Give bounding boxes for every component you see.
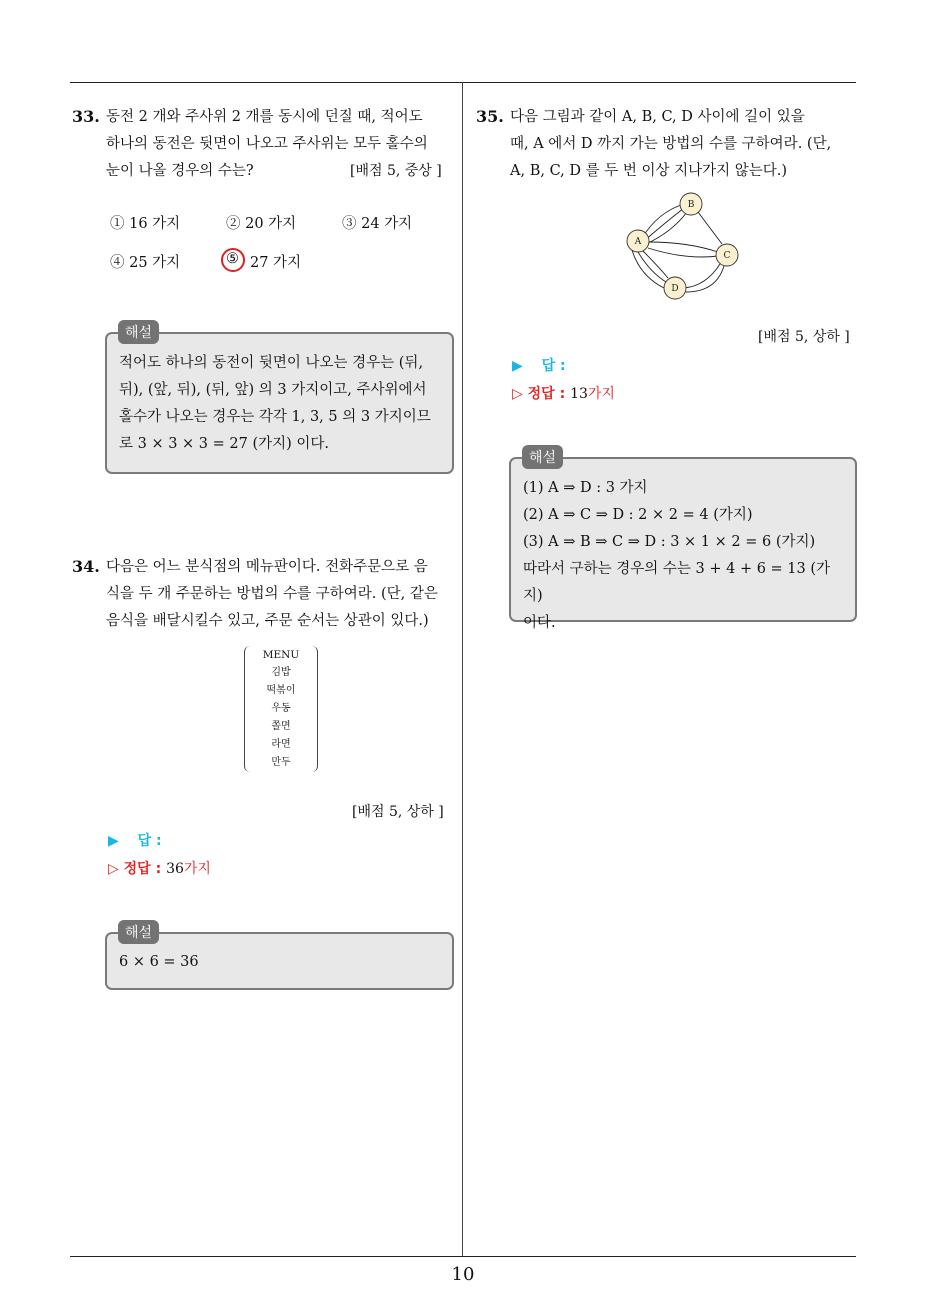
q35-explanation-tag: 해설 [522,445,563,469]
q35-line: A, B, C, D 를 두 번 이상 지나가지 않는다.) [510,163,787,179]
node-d-label: D [671,284,679,294]
q33-option-3[interactable]: ③ 24 가지 [342,216,413,232]
q33-explanation-line: 홀수가 나오는 경우는 각각 1, 3, 5 의 3 가지이므 [119,409,431,425]
q35-explanation-line: (1) A ⇒ D : 3 가지 [523,480,648,496]
node-c-label: C [723,251,731,261]
q35-number: 35. [476,107,504,126]
q34-score: [배점 5, 상하 ] [352,804,444,820]
top-rule [70,82,856,83]
q35-correct-label: 정답 : [527,386,566,402]
q35-correct-unit: 가지 [587,386,615,402]
q33-number: 33. [72,107,100,126]
q33-explanation-line: 적어도 하나의 동전이 뒷면이 나오는 경우는 (뒤, [119,355,424,371]
q34-line: 음식을 배달시킬수 있고, 주문 순서는 상관이 있다.) [106,613,429,629]
menu-item: 쫄면 [271,721,291,732]
q35-explanation-line: (3) A ⇒ B ⇒ C ⇒ D : 3 × 1 × 2 = 6 (가지) [523,534,816,550]
q33-line: 하나의 동전은 뒷면이 나오고 주사위는 모두 홀수의 [106,136,428,152]
q34-text [106,554,454,635]
play-icon: ▶ [512,358,523,374]
q35-explanation-line: 따라서 구하는 경우의 수는 3 + 4 + 6 = 13 (가지) [523,561,831,604]
q34-correct-label: 정답 : [123,861,162,877]
edge-a-b [642,204,684,238]
play-icon: ▶ [108,833,119,849]
q35-correct-row [512,383,615,403]
q34-line: 식을 두 개 주문하는 방법의 수를 구하여라. (단, 같은 [106,586,438,602]
selected-answer-circle [221,248,245,272]
edge-c-d [684,264,720,288]
menu-item: 만두 [271,757,291,768]
bottom-rule [70,1256,856,1257]
menu-title: MENU [262,649,300,661]
q35-line: 다음 그림과 같이 A, B, C, D 사이에 길이 있을 [510,109,805,125]
q34-correct-unit: 가지 [183,861,211,877]
menu-item: 라면 [271,739,291,750]
q33-option-1[interactable]: ① 16 가지 [110,216,181,232]
q34-answer-row [108,830,162,850]
q35-explanation-line: 이다. [523,615,556,631]
q35-answer-row [512,355,566,375]
menu-item: 떡볶이 [266,685,296,696]
q33-option-5-text[interactable]: 27 가지 [250,255,302,271]
q33-score: [배점 5, 중상 ] [350,163,442,179]
q34-answer-label: 답 : [137,833,162,849]
q34-line: 다음은 어느 분식점의 메뉴판이다. 전화주문으로 음 [106,559,428,575]
outline-triangle-icon: ▷ [512,386,523,402]
q35-correct-value: 13 [570,386,588,402]
q35-text [510,104,858,185]
q33-explanation-line: 뒤), (앞, 뒤), (뒤, 앞) 의 3 가지이고, 주사위에서 [119,382,427,398]
q34-number: 34. [72,557,100,576]
node-a-label: A [634,237,642,247]
column-divider [462,82,463,1256]
q35-explanation-line: (2) A ⇒ C ⇒ D : 2 × 2 = 4 (가지) [523,507,753,523]
q34-correct-row [108,858,211,878]
edge-c-d [686,266,724,292]
q34-explanation-tag: 해설 [118,920,159,944]
menu-board [244,646,318,772]
q34-explanation-line: 6 × 6 = 36 [119,954,199,970]
edge-a-b [644,208,684,241]
edge-a-c [648,242,718,252]
q33-explanation-box [105,332,454,474]
q35-answer-label: 답 : [541,358,566,374]
edge-a-d [638,252,666,282]
q35-line: 때, A 에서 D 까지 가는 방법의 수를 구하여라. (단, [510,136,832,152]
edge-a-b [646,212,687,244]
menu-item: 김밥 [271,667,291,678]
q33-line: 동전 2 개와 주사위 2 개를 동시에 던질 때, 적어도 [106,109,423,125]
q35-explanation-box [509,457,857,631]
q35-score: [배점 5, 상하 ] [758,329,850,345]
q33-option-5-marker[interactable]: ⑤ [226,251,239,267]
path-graph [600,188,760,308]
outline-triangle-icon: ▷ [108,861,119,877]
node-b-label: B [687,200,695,210]
edge-b-c [698,212,722,244]
q34-correct-value: 36 [166,861,184,877]
q33-explanation-line: 로 3 × 3 × 3 = 27 (가지) 이다. [119,436,330,452]
q33-option-2[interactable]: ② 20 가지 [226,216,297,232]
q33-explanation-tag: 해설 [118,320,159,344]
menu-item: 우동 [271,703,291,714]
q33-line: 눈이 나올 경우의 수는? [106,163,254,179]
q33-option-4[interactable]: ④ 25 가지 [110,255,181,271]
page-number: 10 [451,1264,475,1285]
